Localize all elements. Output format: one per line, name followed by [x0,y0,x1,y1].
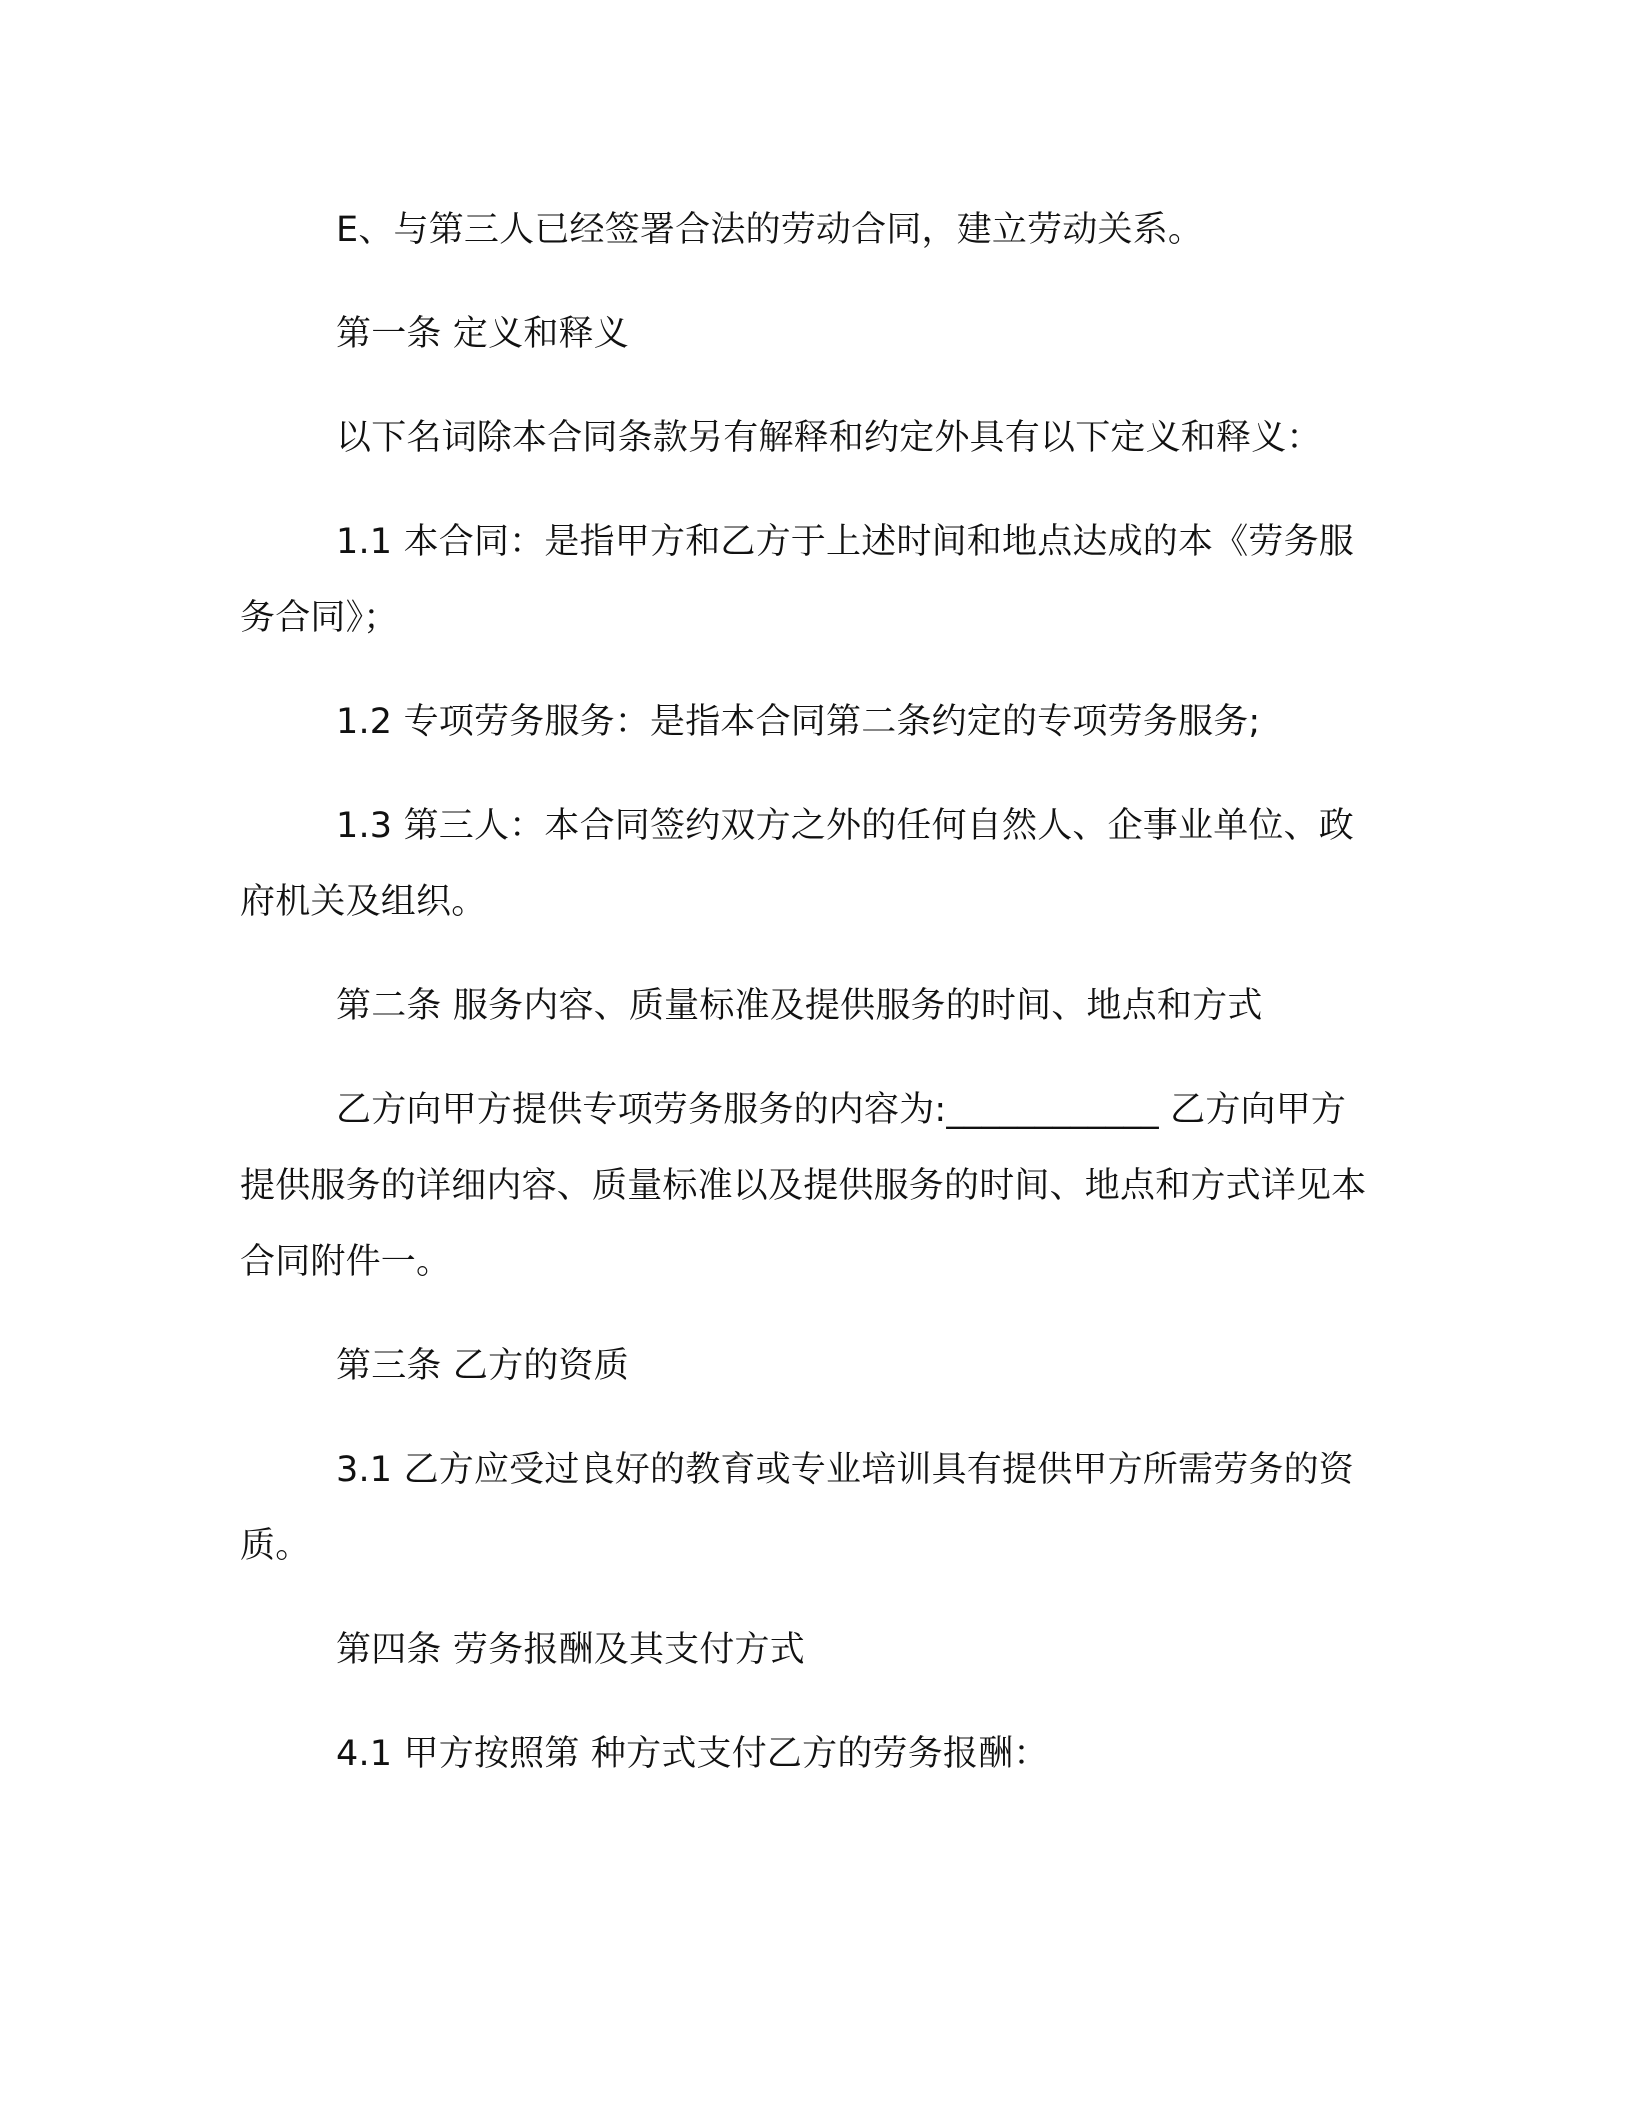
heading-article-3: 第三条 乙方的资质 [336,1346,629,1386]
heading-article-4: 第四条 劳务报酬及其支付方式 [336,1630,805,1670]
paragraph-service-content: 乙方向甲方提供专项劳务服务的内容为:____________ 乙方向甲方提供服务的详细内容、质量标准以及提供服务的时间、地点和方式详见本合同附件一。 [240,1090,1367,1282]
heading-article-1: 第一条 定义和释义 [336,314,629,354]
paragraph-payment-4-1: 4.1 甲方按照第 种方式支付乙方的劳务报酬： [336,1734,1049,1774]
paragraph-definition-1-1: 1.1 本合同：是指甲方和乙方于上述时间和地点达成的本《劳务服务合同》； [240,522,1354,638]
paragraph-definitions-intro: 以下名词除本合同条款另有解释和约定外具有以下定义和释义： [336,418,1322,458]
paragraph-third-party-labor-contract: E、与第三人已经签署合法的劳动合同，建立劳动关系。 [336,210,1204,250]
document-body [240,192,1380,1820]
heading-article-2: 第二条 服务内容、质量标准及提供服务的时间、地点和方式 [336,986,1263,1026]
paragraph-definition-1-3: 1.3 第三人：本合同签约双方之外的任何自然人、企事业单位、政府机关及组织。 [240,806,1354,922]
paragraph-qualification-3-1: 3.1 乙方应受过良好的教育或专业培训具有提供甲方所需劳务的资质。 [240,1450,1354,1566]
paragraph-definition-1-2: 1.2 专项劳务服务：是指本合同第二条约定的专项劳务服务; [336,702,1261,742]
